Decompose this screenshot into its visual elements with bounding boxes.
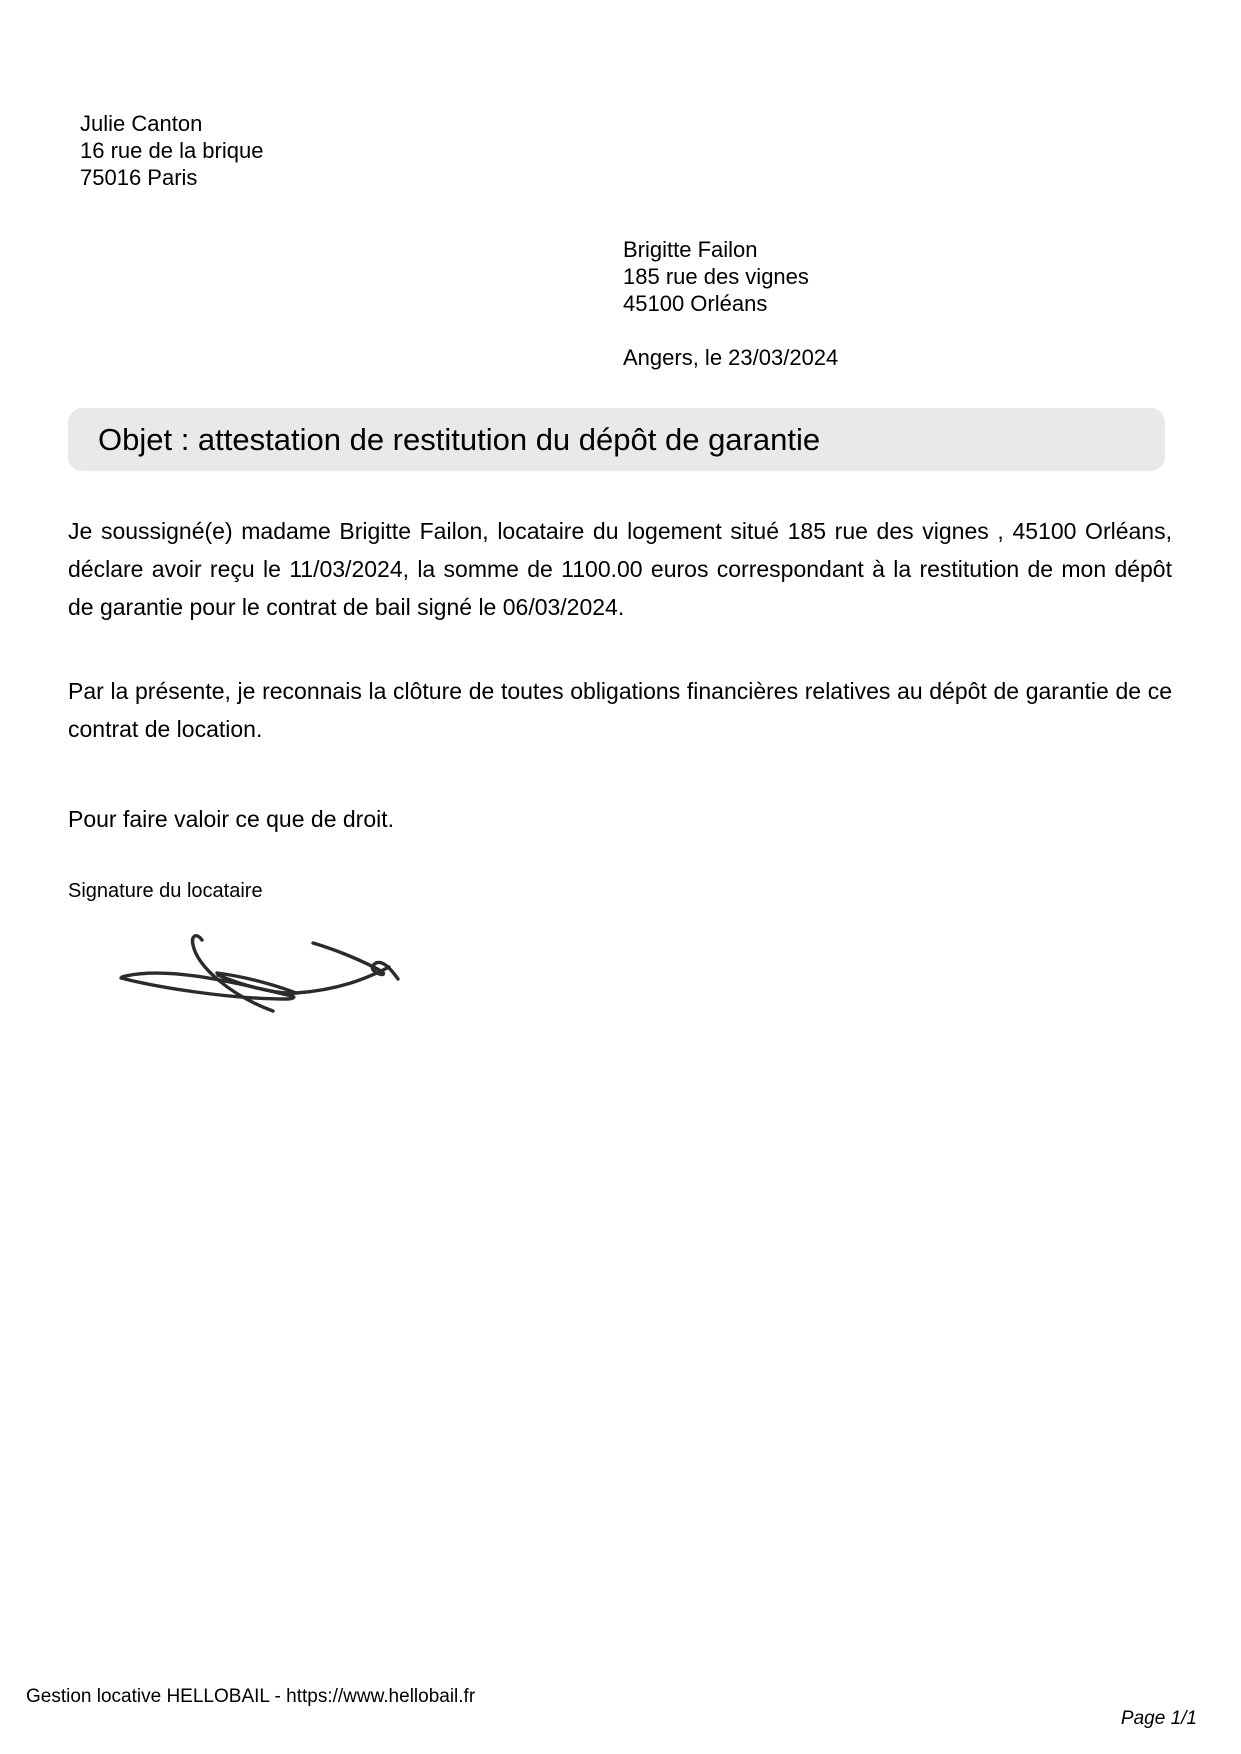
recipient-street: 185 rue des vignes bbox=[623, 264, 809, 289]
paragraph-deposit-restitution: Je soussigné(e) madame Brigitte Failon, locataire du logement situé 185 rue des vignes , 45100 Orléans, déclare avoir reçu le 11/03/2024, la somme de 1100.00 euros correspondant à la restitution de mon dépôt de garantie pour le contrat de bail signé le 06/03/2024. bbox=[68, 518, 1172, 620]
recipient-address-block bbox=[623, 236, 809, 317]
footer-management-credit: Gestion locative HELLOBAIL - https://www.hellobail.fr bbox=[26, 1686, 476, 1707]
paragraph-closing-formula: Pour faire valoir ce que de droit. bbox=[68, 806, 395, 832]
sender-street: 16 rue de la brique bbox=[80, 138, 264, 163]
subject-text: Objet : attestation de restitution du dépôt de garantie bbox=[98, 421, 821, 457]
subject-banner bbox=[68, 408, 1165, 471]
recipient-name: Brigitte Failon bbox=[623, 237, 758, 262]
signature-scribble-icon bbox=[90, 916, 410, 1026]
sender-address-block bbox=[80, 110, 263, 191]
recipient-city: 45100 Orléans bbox=[623, 291, 768, 316]
place-and-date-line: Angers, le 23/03/2024 bbox=[623, 345, 839, 370]
footer-page-indicator: Page 1/1 bbox=[1120, 1708, 1197, 1729]
signature-label: Signature du locataire bbox=[68, 880, 263, 902]
sender-name: Julie Canton bbox=[80, 111, 203, 136]
signature-image bbox=[90, 916, 410, 1026]
sender-city: 75016 Paris bbox=[80, 165, 198, 190]
letter-body bbox=[68, 512, 1172, 838]
paragraph-obligations-closure: Par la présente, je reconnais la clôture de toutes obligations financières relatives au dépôt de garantie de ce contrat de location. bbox=[68, 678, 1172, 742]
